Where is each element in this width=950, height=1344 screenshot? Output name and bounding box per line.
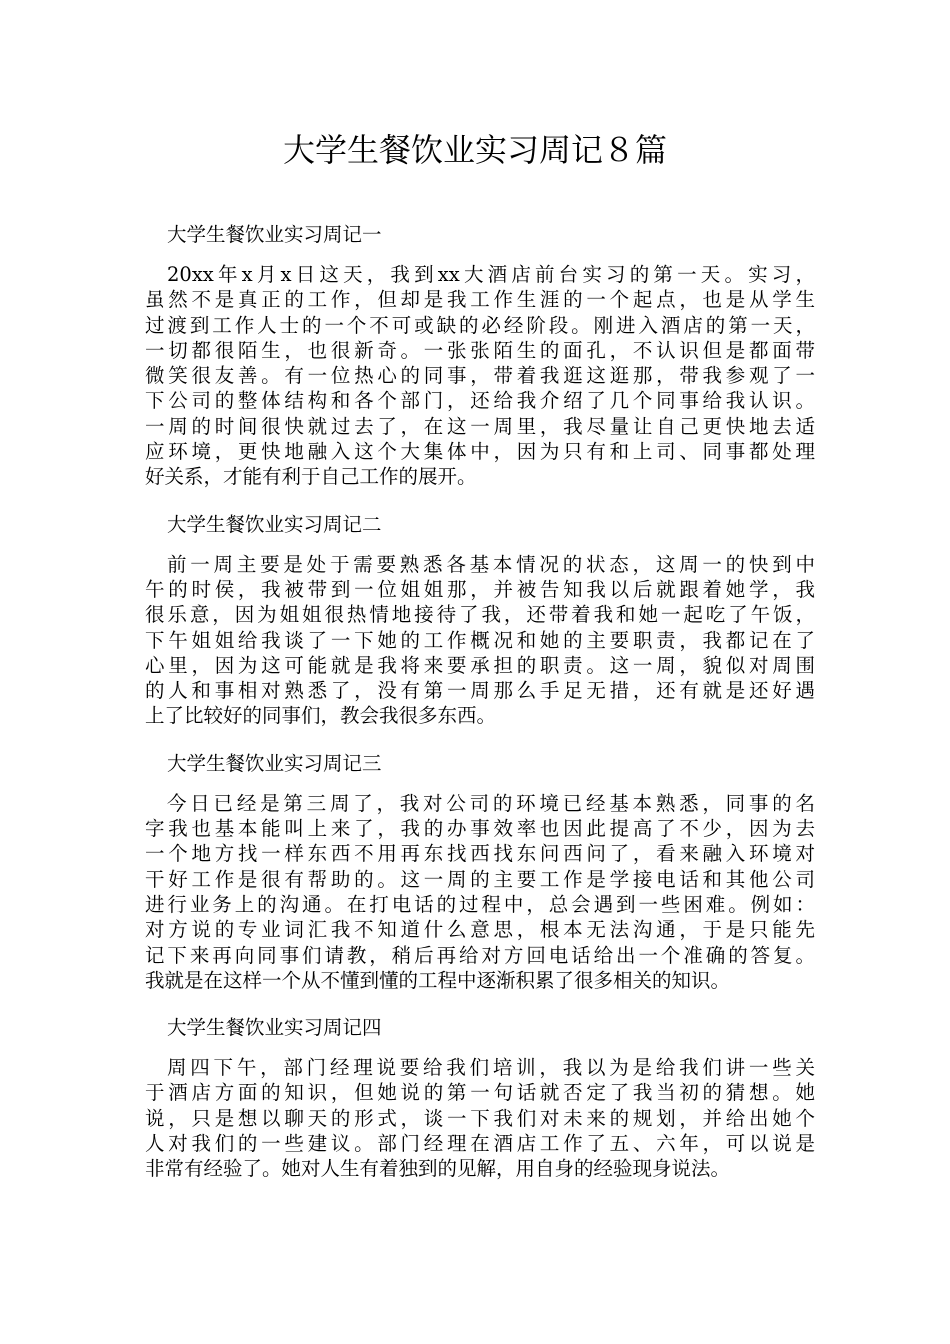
paragraph-line: 心里，因为这可能就是我将来要承担的职责。这一周，貌似对周围 [145,653,815,677]
paragraph-line: 虽然不是真正的工作，但却是我工作生涯的一个起点，也是从学生 [145,288,815,312]
section-heading: 大学生餐饮业实习周记三 [167,751,382,775]
spacer [145,777,815,791]
paragraph-line: 非常有经验了。她对人生有着独到的见解，用自身的经验现身说法。 [145,1157,731,1181]
paragraph-line: 下午姐姐给我谈了一下她的工作概况和她的主要职责，我都记在了 [145,628,815,652]
section-paragraph [145,552,815,729]
spacer [145,993,815,1015]
paragraph-line: 下公司的整体结构和各个部门，还给我介绍了几个同事给我认识。 [145,389,815,413]
paragraph-line: 今日已经是第三周了，我对公司的环境已经基本熟悉，同事的名 [167,791,815,815]
section-paragraph [145,791,815,993]
paragraph-line: 字我也基本能叫上来了，我的办事效率也因此提高了不少，因为去 [145,817,815,841]
paragraph-line: 说，只是想以聊天的形式，谈一下我们对未来的规划，并给出她个 [145,1106,815,1130]
document-title: 大学生餐饮业实习周记８篇 [282,131,667,169]
paragraph-line: 一切都很陌生，也很新奇。一张张陌生的面孔，不认识但是都面带 [145,338,815,362]
spacer [145,729,815,751]
paragraph-line: 前一周主要是处于需要熟悉各基本情况的状态，这周一的快到中 [167,552,815,576]
paragraph-line: 干好工作是很有帮助的。这一周的主要工作是学接电话和其他公司 [145,867,815,891]
section-heading: 大学生餐饮业实习周记四 [167,1016,382,1040]
paragraph-line: 应环境，更快地融入这个大集体中，因为只有和上司、同事都处理 [145,440,815,464]
paragraph-line: 周四下午，部门经理说要给我们培训，我以为是给我们讲一些关 [167,1056,815,1080]
paragraph-line: 好关系，才能有利于自己工作的展开。 [145,465,477,489]
paragraph-line: 人对我们的一些建议。部门经理在酒店工作了五、六年，可以说是 [145,1132,815,1156]
paragraph-line: 微笑很友善。有一位热心的同事，带着我逛这逛那，带我参观了一 [145,364,815,388]
paragraph-line: 一个地方找一样东西不用再东找西找东问西问了，看来融入环境对 [145,842,815,866]
paragraph-line: 的人和事相对熟悉了，没有第一周那么手足无措，还有就是还好遇 [145,679,815,703]
section-paragraph [145,262,815,490]
paragraph-line: 上了比较好的同事们，教会我很多东西。 [145,704,497,728]
section-heading: 大学生餐饮业实习周记一 [167,223,382,246]
spacer [145,538,815,552]
paragraph-line: 对方说的专业词汇我不知道什么意思，根本无法沟通，于是只能先 [145,918,815,942]
paragraph-line: 很乐意，因为姐姐很热情地接待了我，还带着我和她一起吃了午饭， [145,603,815,627]
paragraph-line: 午的时侯，我被带到一位姐姐那，并被告知我以后就跟着她学，我 [145,577,815,601]
paragraph-line: 记下来再向同事们请教，稍后再给对方回电话给出一个准确的答复。 [145,943,815,967]
paragraph-line: 我就是在这样一个从不懂到懂的工程中逐渐积累了很多相关的知识。 [145,968,731,992]
section-heading: 大学生餐饮业实习周记二 [167,512,382,536]
spacer [145,248,815,262]
paragraph-line: 于酒店方面的知识，但她说的第一句话就否定了我当初的猜想。她 [145,1081,815,1105]
paragraph-line: 进行业务上的沟通。在打电话的过程中，总会遇到一些困难。例如： [145,892,815,916]
document-body [145,222,815,1182]
spacer [145,1041,815,1055]
section-paragraph [145,1055,815,1181]
paragraph-line: 一周的时间很快就过去了，在这一周里，我尽量让自己更快地去适 [145,414,815,438]
paragraph-line: 20xx年x月x日这天，我到xx大酒店前台实习的第一天。实习， [167,263,815,286]
paragraph-line: 过渡到工作人士的一个不可或缺的必经阶段。刚进入酒店的第一天， [145,313,815,337]
spacer [145,490,815,512]
